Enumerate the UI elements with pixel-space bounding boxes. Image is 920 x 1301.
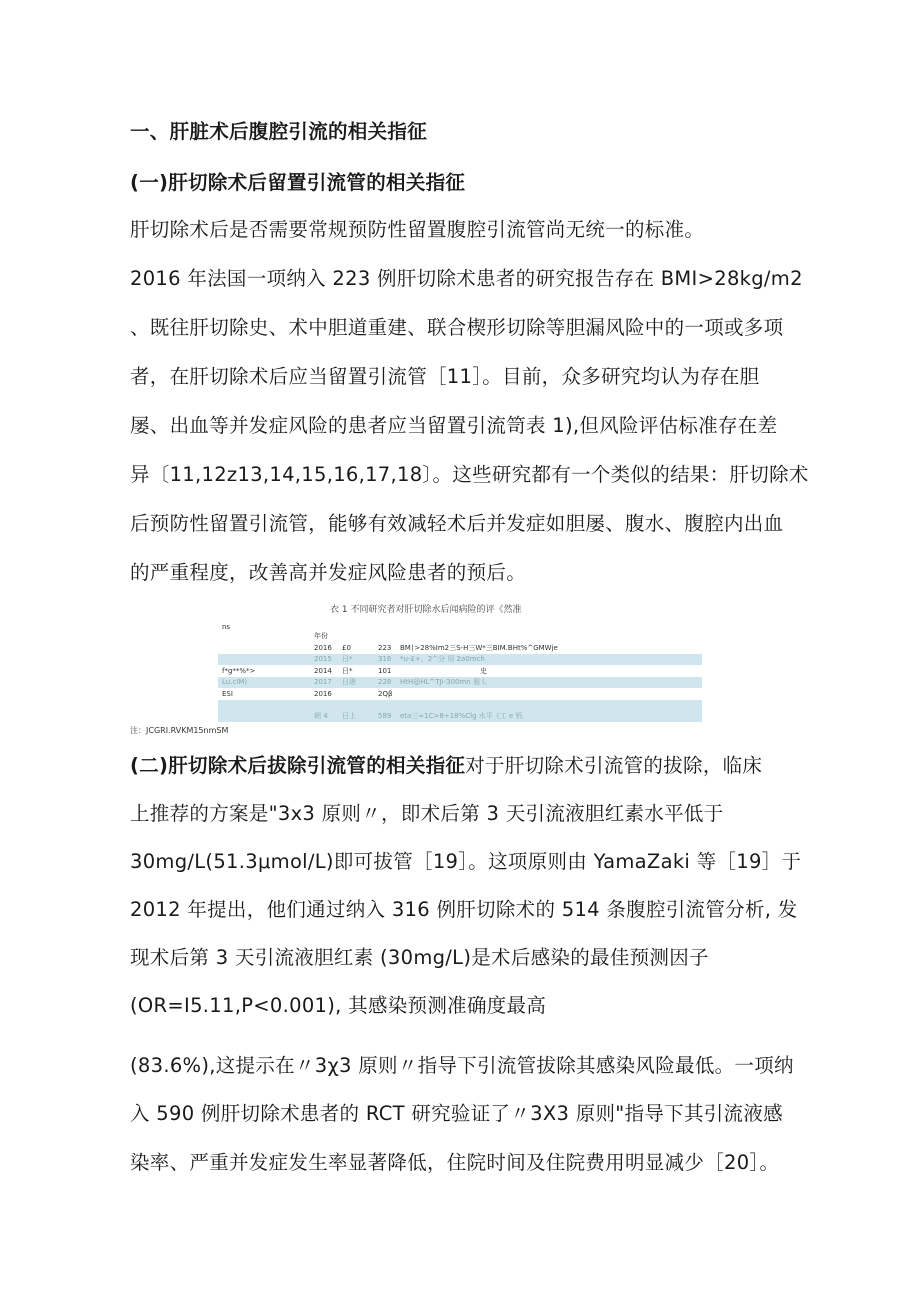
table-row: [218, 689, 702, 700]
table-cell: 2015: [314, 655, 332, 663]
table-cell: 101: [378, 667, 392, 675]
table-row: [218, 631, 702, 642]
table-cell: 223: [378, 644, 392, 652]
paragraph-line: 、既往肝切除史、术中胆道重建、联合楔形切除等胆漏风险中的一项或多项: [130, 316, 784, 339]
table-cell: 年份: [314, 632, 328, 640]
table-cell: ns: [222, 623, 231, 631]
paragraph-line: 2016 年法国一项纳入 223 例肝切除术患者的研究报告存在 BMI>28kg/m2: [130, 267, 803, 290]
table-caption: 衣 1 不同研究者对肝切除水后闻病险的评《然准: [330, 605, 522, 615]
section-heading: 一、肝脏术后腹腔引流的相关指征: [130, 120, 428, 143]
table-cell: 2Qβ: [378, 690, 393, 698]
table-cell: HtH@HL^TJi-300mn 遐 l。: [400, 678, 492, 686]
table-cell: 2016: [314, 690, 332, 698]
table-cell: 朝 4: [314, 712, 328, 720]
paragraph-line: 的严重程度，改善高并发症风险患者的预后。: [130, 561, 527, 584]
table-row: [218, 654, 702, 665]
table-cell: 日*: [342, 667, 353, 675]
table-cell: *u-£+、2^分 用 2a0mch: [400, 655, 485, 663]
subsection-heading: (二)肝切除术后拔除引流管的相关指征: [130, 754, 466, 777]
table-cell: 日上: [342, 712, 356, 720]
table-cell: 2014: [314, 667, 332, 675]
table-cell: 316: [378, 655, 392, 663]
paragraph-line: [130, 751, 762, 781]
table-cell: 日*: [342, 655, 353, 663]
paragraph-line: 30mg∕L(51.3μmol∕L)即可拔管［19］。这项原则由 YamaZaki 等［19］于: [130, 850, 802, 873]
table-cell: Lu.cIM): [222, 678, 248, 686]
table-cell: 589: [378, 712, 392, 720]
table-cell: f*g**%*>: [222, 667, 256, 675]
table-cell: 228: [378, 678, 392, 686]
table-cell: 2016: [314, 644, 332, 652]
subsection-heading: (一)肝切除术后留置引流管的相关指征: [130, 171, 466, 194]
paragraph-line: 2012 年提出，他们通过纳入 316 例肝切除术的 514 条腹腔引流管分析, 发: [130, 898, 798, 921]
paragraph-line: 异〔11,12z13,14,15,16,17,18〕。这些研究都有一个类似的结果：肝切除术: [130, 463, 809, 486]
paragraph-line: (OR=I5.11,P<0.001), 其感染预测准确度最高: [130, 994, 547, 1017]
paragraph-line: (83.6%),这提示在〃3χ3 原则〃指导下引流管拔除其感染风险最低。一项纳: [130, 1054, 794, 1077]
table-cell: £0: [342, 644, 351, 652]
paragraph-line: 染率、严重并发症发生率显著降低，住院时间及住院费用明显减少［20］。: [130, 1151, 780, 1174]
table-cell: ESI: [222, 690, 233, 698]
paragraph-line: 入 590 例肝切除术患者的 RCT 研究验证了〃3X3 原则"指导下其引流液感: [130, 1102, 783, 1125]
paragraph-text: 对于肝切除术引流管的拔除，临床: [465, 754, 763, 777]
table-note: 注：JCGRI.RVKM15nmSM: [130, 726, 229, 735]
table-row: [218, 666, 702, 677]
risk-table: [218, 620, 702, 726]
paragraph-line: 者，在肝切除术后应当留置引流管［11］。目前，众多研究均认为存在胆: [130, 365, 760, 388]
paragraph-line: 肝切除术后是否需要常规预防性留置腹腔引流管尚无统一的标准。: [130, 218, 705, 241]
paragraph-line: 上推荐的方案是"3x3 原则〃，即术后第 3 天引流液胆红素水平低于: [130, 802, 724, 825]
paragraph-line: 屡、出血等并发症风险的患者应当留置引流笥表 1),但风险评估标准存在差: [130, 414, 778, 437]
table-cell: BM∣>28%Im2三S-H三W*三BIM.BHt%^GMWje: [400, 644, 558, 652]
table-row: [218, 643, 702, 654]
table-row: [218, 700, 702, 711]
paragraph-line: 现术后第 3 天引流液胆红素 (30mg/L)是术后感染的最佳预测因子: [130, 946, 709, 969]
table-cell: 2017: [314, 678, 332, 686]
table-cell: 日港: [342, 678, 356, 686]
table-row: [218, 677, 702, 688]
table-row: [218, 711, 702, 722]
table-cell: eta三∞1C>8÷18%Clg 水平《工 e 钒: [400, 712, 523, 720]
table-cell: 史: [480, 667, 487, 675]
paragraph-line: 后预防性留置引流管，能够有效减轻术后并发症如胆屡、腹水、腹腔内出血: [130, 512, 784, 535]
